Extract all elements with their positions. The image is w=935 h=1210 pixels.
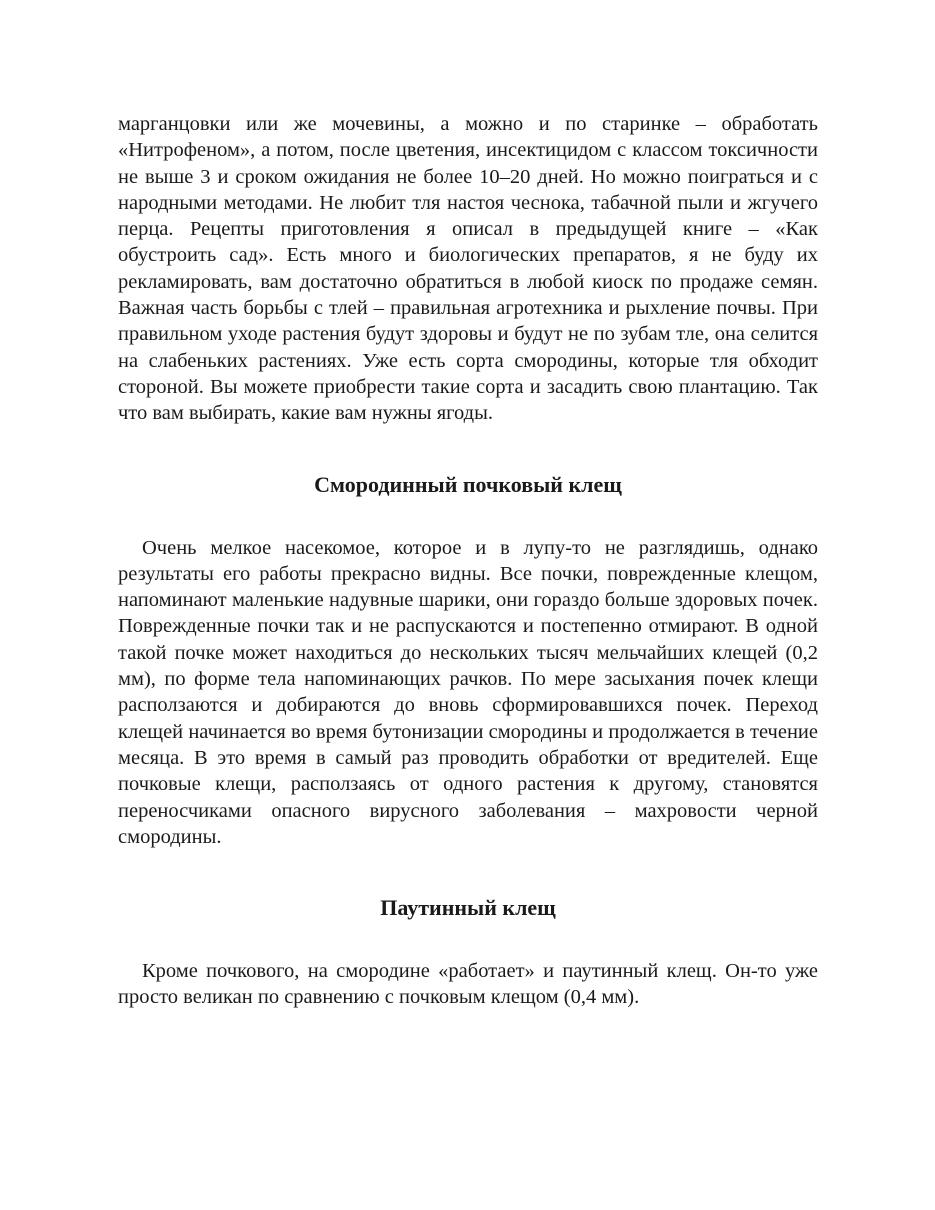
heading-spider-mite: Паутинный клещ xyxy=(380,895,556,921)
heading-bud-mite: Смородинный почковый клещ xyxy=(314,471,622,497)
paragraph-bud-mite: Очень мелкое насекомое, которое и в лупу-то не разглядишь, однако результаты его работы прекрасно видны. Все почки, поврежденные клещом, напоминают маленькие надувные шарики, они гораздо больше здоровых почек. Поврежденные почки так и не распускаются и постепенно отмирают. В одной такой почке может находиться до нескольких тысяч мельчайших клещей (0,2 мм), по форме тела напоминающих рачков. По мере засыхания почек клещи расползаются и добираются до вновь сформировавшихся почек. Переход клещей начинается во время бутонизации смородины и продолжается в течение месяца. В это время в самый раз проводить обработки от вредителей. Еще почковые клещи, расползаясь от одного растения к другому, становятся переносчиками опасного вирусного заболевания – махровости черной смородины. xyxy=(118,536,818,848)
paragraph-spider-mite: Кроме почкового, на смородине «работает» и паутинный клещ. Он-то уже просто великан по сравнению с почковым клещом (0,4 мм). xyxy=(118,960,818,1009)
document-page xyxy=(118,111,818,1011)
paragraph-aphid-control: марганцовки или же мочевины, а можно и по старинке – обработать «Нитрофеном», а потом, после цветения, инсектицидом с классом токсичности не выше 3 и сроком ожидания не более 10–20 дней. Но можно поиграться и с народными методами. Не любит тля настоя чеснока, табачной пыли и жгучего перца. Рецепты приготовления я описал в предыдущей книге – «Как обустроить сад». Есть много и биологических препаратов, я не буду их рекламировать, вам достаточно обратиться в любой киоск по продаже семян. Важная часть борьбы с тлей – правильная агротехника и рыхление почвы. При правильном уходе растения будут здоровы и будут не по зубам тле, она селится на слабеньких растениях. Уже есть сорта смородины, которые тля обходит стороной. Вы можете приобрести такие сорта и засадить свою плантацию. Так что вам выбирать, какие вам нужны ягоды. xyxy=(118,113,818,425)
